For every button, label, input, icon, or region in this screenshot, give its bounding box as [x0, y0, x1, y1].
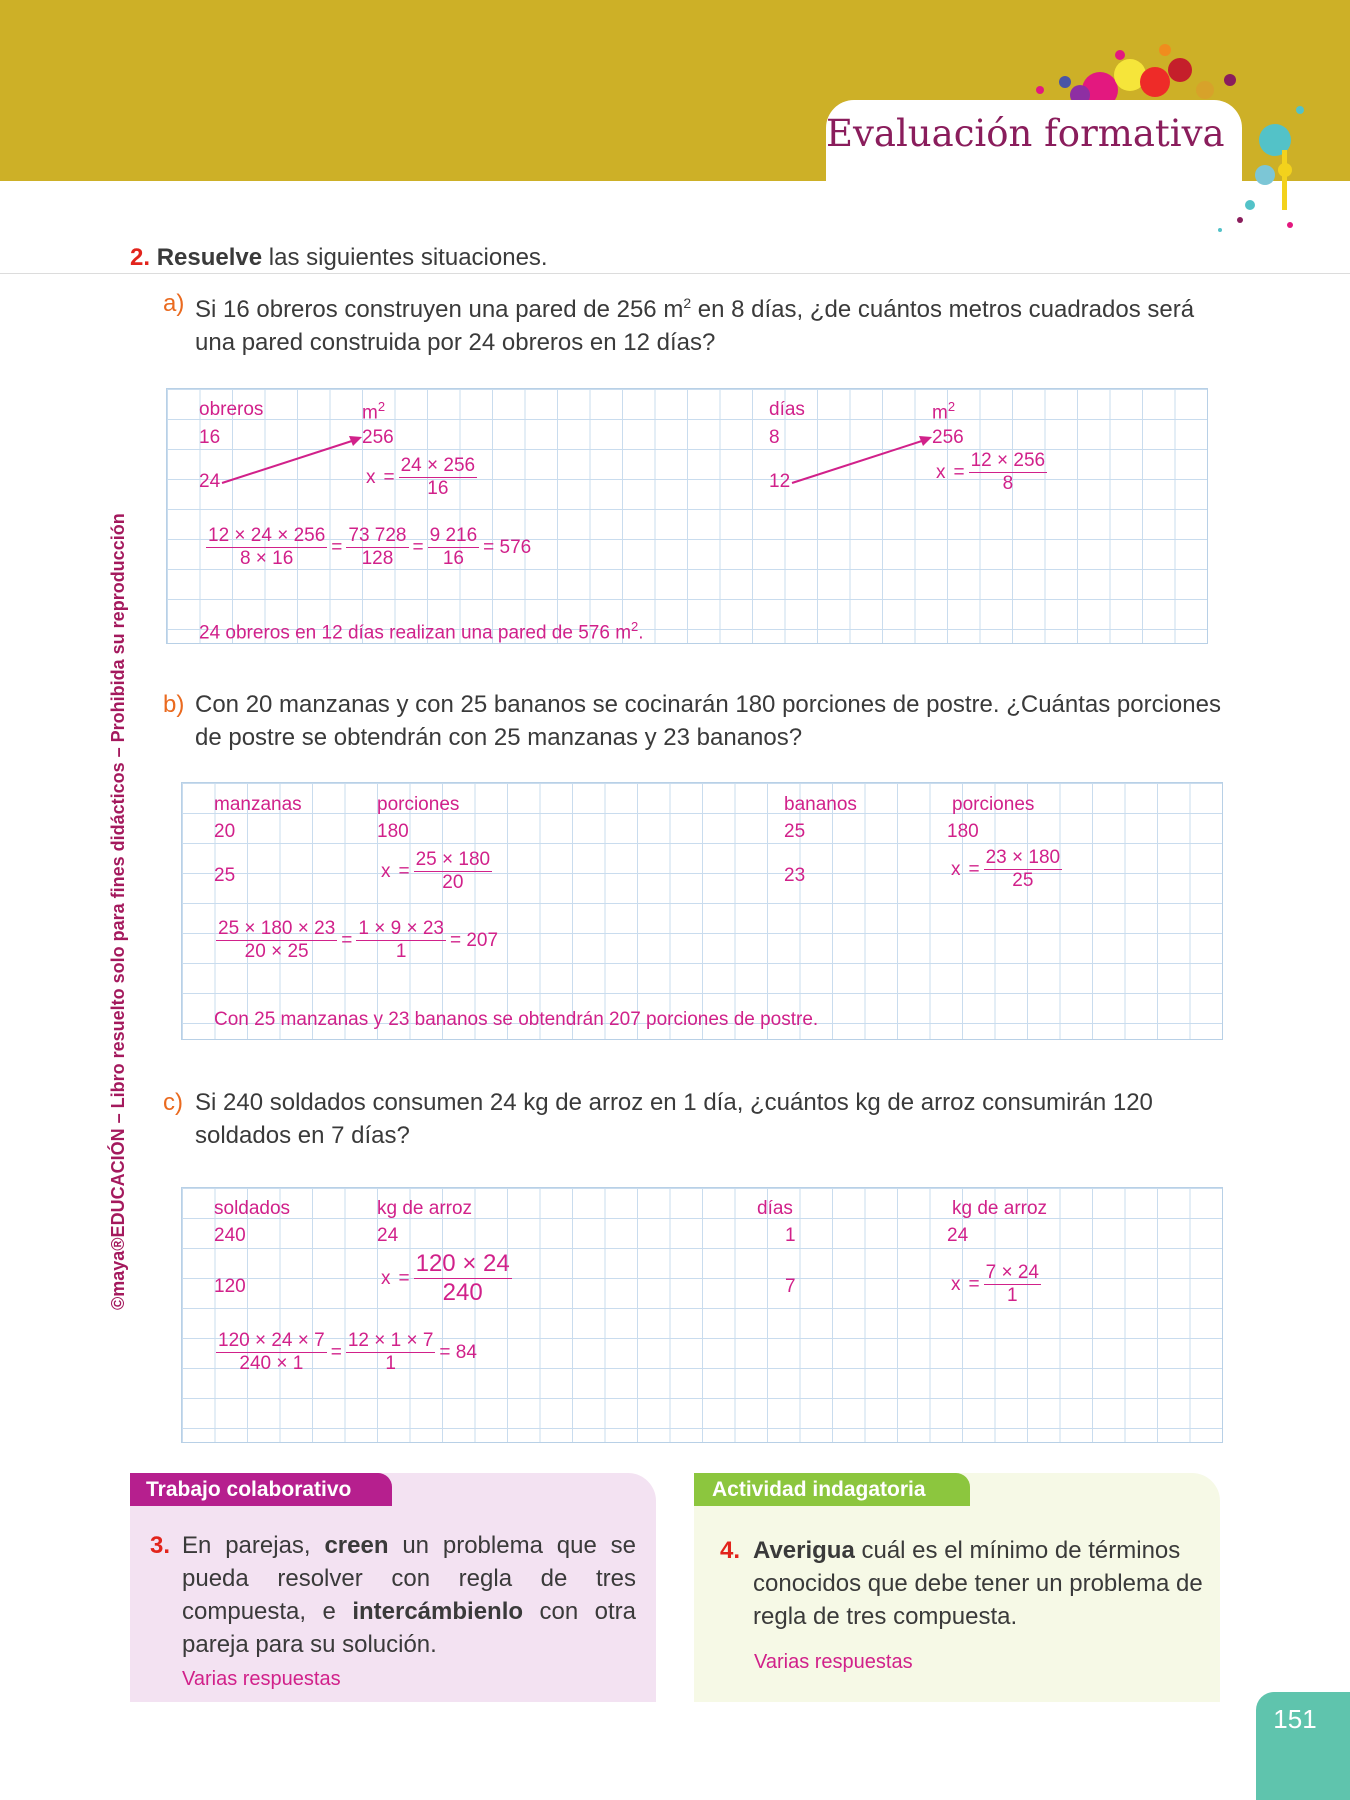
question-3-text	[182, 1529, 636, 1661]
x-var: x	[381, 1267, 391, 1289]
question-2-heading	[130, 241, 548, 274]
header-m2	[362, 399, 385, 424]
answer-b: Con 25 manzanas y 23 bananos se obtendrán 207 porciones de postre.	[214, 1009, 819, 1030]
denominator: 8	[1002, 473, 1014, 494]
superscript: 2	[947, 399, 956, 414]
question-4	[720, 1534, 1206, 1633]
numerator: 12 × 256	[970, 450, 1046, 471]
numerator: 23 × 180	[985, 847, 1061, 868]
calculation	[206, 525, 535, 570]
numerator: 7 × 24	[985, 1262, 1039, 1283]
equals: =	[330, 1341, 342, 1363]
equals: =	[968, 1273, 980, 1295]
calculation	[216, 918, 502, 963]
formula-x	[362, 455, 477, 500]
formula-x	[947, 847, 1062, 892]
value: 240	[214, 1225, 246, 1246]
page-title: Evaluación formativa	[826, 112, 1225, 155]
numerator: 25 × 180	[415, 849, 491, 870]
equals: =	[398, 860, 410, 882]
fraction	[399, 455, 478, 500]
formula-x	[932, 450, 1047, 495]
fraction	[984, 847, 1063, 892]
header-bananos: bananos	[784, 794, 857, 815]
brand-mark: ©maya®	[108, 1237, 128, 1310]
question-4-text	[753, 1534, 1206, 1633]
x-var: x	[936, 461, 946, 483]
header-soldados: soldados	[214, 1198, 291, 1219]
numerator: 120 × 24 × 7	[218, 1330, 325, 1351]
denominator: 240 × 1	[239, 1353, 304, 1374]
collaborative-box-title: Trabajo colaborativo	[130, 1473, 392, 1506]
bold-text: creen	[324, 1532, 389, 1559]
header-porciones: porciones	[952, 794, 1035, 815]
equals: =	[383, 466, 395, 488]
copyright-side-text	[108, 513, 129, 1310]
result: = 84	[439, 1341, 477, 1363]
header-dias: días	[769, 399, 805, 420]
question-verb: Resuelve	[156, 244, 263, 271]
denominator: 16	[427, 478, 449, 499]
inquiry-box-title: Actividad indagatoria	[694, 1473, 970, 1506]
equals: =	[953, 461, 965, 483]
answer-3: Varias respuestas	[182, 1668, 341, 1690]
denominator: 8 × 16	[239, 548, 294, 569]
superscript: 2	[377, 399, 386, 414]
item-c-letter: c)	[163, 1089, 183, 1116]
text: En parejas,	[182, 1532, 325, 1559]
superscript: 2	[631, 619, 639, 634]
denominator: 20	[442, 872, 464, 893]
value: 8	[769, 427, 780, 448]
item-b-text: Con 20 manzanas y con 25 bananos se cocinarán 180 porciones de postre. ¿Cuántas porciones de postre se obtendrán con 25 manzanas y 23 bananos?	[195, 691, 1221, 751]
value: 24	[947, 1225, 969, 1246]
formula-x	[377, 1250, 512, 1307]
item-a-letter: a)	[163, 290, 185, 317]
fraction	[346, 1330, 436, 1375]
item-b-letter: b)	[163, 691, 185, 718]
header-kg-arroz: kg de arroz	[377, 1198, 473, 1219]
numerator: 1 × 9 × 23	[358, 918, 444, 939]
denominator: 1	[395, 941, 407, 962]
formula-x	[377, 849, 492, 894]
value: 256	[362, 427, 394, 448]
result: = 576	[483, 536, 532, 558]
text: cuál es el mínimo de términos conocidos que debe tener un problema de regla de tres compuesta.	[753, 1537, 1203, 1630]
equals: =	[331, 536, 343, 558]
answer-end: .	[638, 622, 644, 644]
value: 16	[199, 427, 221, 448]
formula-x	[947, 1262, 1041, 1307]
question-number: 3.	[150, 1532, 171, 1559]
fraction	[346, 525, 408, 570]
header-m2	[932, 399, 955, 424]
denominator: 128	[361, 548, 394, 569]
fraction	[969, 450, 1048, 495]
numerator: 12 × 24 × 256	[208, 525, 326, 546]
fraction	[984, 1262, 1041, 1307]
header-kg-arroz: kg de arroz	[952, 1198, 1048, 1219]
bold-text: Averigua	[753, 1537, 855, 1564]
text: con otra pareja para su solución.	[182, 1598, 637, 1658]
value: 12	[769, 471, 791, 492]
header-dias: días	[757, 1198, 793, 1219]
value: 256	[932, 427, 964, 448]
grid-b	[181, 782, 1223, 1040]
label: m	[362, 402, 378, 424]
fraction	[356, 918, 446, 963]
denominator: 1	[385, 1353, 396, 1374]
item-c-text: Si 240 soldados consumen 24 kg de arroz en 1 día, ¿cuántos kg de arroz consumirán 120 soldados en 7 días?	[195, 1089, 1153, 1149]
numerator: 73 728	[348, 525, 407, 546]
answer-4: Varias respuestas	[754, 1651, 913, 1673]
equals: =	[341, 929, 353, 951]
value: 25	[784, 821, 806, 842]
value: 180	[377, 821, 409, 842]
fraction	[216, 1330, 327, 1375]
numerator: 12 × 1 × 7	[347, 1330, 434, 1351]
equals: =	[398, 1267, 410, 1289]
result: = 207	[449, 929, 499, 951]
item-a-text-part: Si 16 obreros construyen una pared de 256 m	[195, 296, 684, 323]
arrow	[790, 430, 940, 490]
numerator: 24 × 256	[400, 455, 476, 476]
equals: =	[968, 858, 980, 880]
value: 25	[214, 865, 236, 886]
value: 120	[214, 1276, 246, 1297]
grid-c	[181, 1187, 1223, 1443]
answer-a	[199, 619, 644, 644]
label: m	[932, 402, 948, 424]
header-obreros: obreros	[199, 399, 264, 420]
header-manzanas: manzanas	[214, 794, 302, 815]
fraction	[414, 849, 493, 894]
denominator: 240	[442, 1279, 483, 1306]
value: 23	[784, 865, 806, 886]
grid-a	[166, 388, 1208, 644]
x-var: x	[366, 466, 376, 488]
value: 24	[377, 1225, 399, 1246]
fraction	[414, 1250, 512, 1307]
value: 24	[199, 471, 221, 492]
value: 7	[785, 1276, 796, 1297]
item-a-text	[195, 287, 1225, 359]
x-var: x	[951, 858, 961, 880]
x-var: x	[951, 1273, 961, 1295]
denominator: 16	[442, 548, 464, 569]
header-porciones: porciones	[377, 794, 460, 815]
superscript: 2	[683, 295, 692, 311]
denominator: 25	[1012, 870, 1034, 891]
bold-text: intercámbienlo	[352, 1598, 524, 1625]
question-number: 2.	[130, 244, 151, 271]
value: 1	[785, 1225, 796, 1246]
answer-text: 24 obreros en 12 días realizan una pared de 576 m	[199, 622, 632, 644]
item-a-text-part: en 8 días, ¿de cuántos metros cuadrados será una pared construida por 24 obreros en 12 días?	[195, 296, 1195, 356]
arrow	[220, 430, 370, 490]
denominator: 20 × 25	[244, 941, 309, 962]
question-3	[150, 1529, 636, 1661]
value: 180	[947, 821, 979, 842]
x-var: x	[381, 860, 391, 882]
copyright-text: EDUCACIÓN – Libro resuelto solo para fines didácticos – Prohibida su reproducción	[108, 513, 128, 1238]
denominator: 1	[1007, 1285, 1018, 1306]
fraction	[206, 525, 327, 570]
equals: =	[412, 536, 424, 558]
numerator: 120 × 24	[415, 1250, 510, 1277]
question-number: 4.	[720, 1537, 741, 1564]
page-number: 151	[1273, 1704, 1317, 1734]
numerator: 9 216	[429, 525, 478, 546]
text: un problema que se pueda resolver con regla de tres compuesta, e	[182, 1532, 637, 1625]
fraction	[428, 525, 480, 570]
fraction	[216, 918, 337, 963]
value: 20	[214, 821, 236, 842]
question-text: las siguientes situaciones.	[262, 244, 548, 271]
numerator: 25 × 180 × 23	[218, 918, 336, 939]
calculation	[216, 1330, 481, 1375]
